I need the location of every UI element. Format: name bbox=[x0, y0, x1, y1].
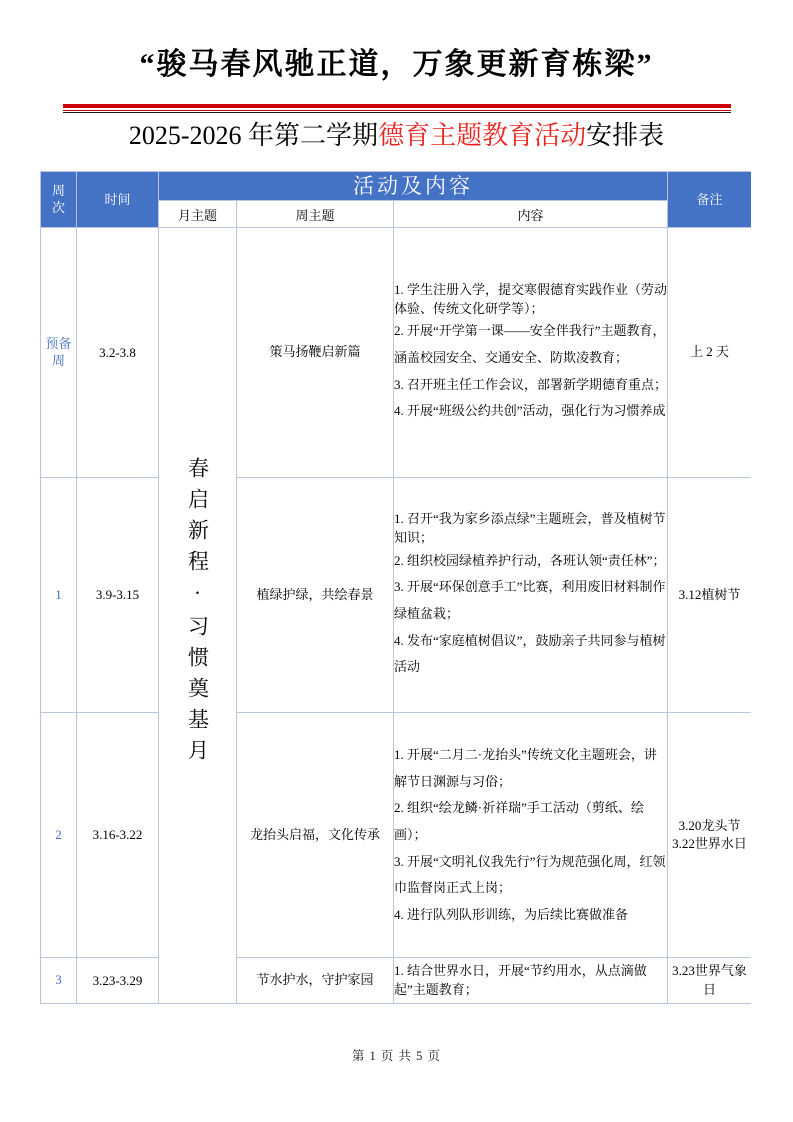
table-body bbox=[41, 228, 752, 1004]
content-item: 3. 开展“环保创意手工”比赛，利用废旧材料制作绿植盆栽； bbox=[394, 579, 666, 621]
cell-week-theme: 植绿护绿，共绘春景 bbox=[237, 478, 394, 713]
schedule-table bbox=[40, 171, 751, 1004]
table-row bbox=[41, 713, 752, 958]
week-header-char-1: 周 bbox=[51, 183, 65, 199]
divider-red-thin bbox=[63, 110, 731, 112]
content-item: 3. 开展“文明礼仪我先行”行为规范强化周，红领巾监督岗正式上岗； bbox=[394, 853, 666, 896]
document-subtitle bbox=[0, 115, 793, 152]
note-line: 3.22世界水日 bbox=[672, 836, 747, 852]
subtitle-prefix: 2025-2026 年第二学期 bbox=[128, 121, 379, 150]
content-item: 4. 开展“班级公约共创”活动，强化行为习惯养成 bbox=[394, 403, 666, 419]
header-row-main bbox=[41, 172, 752, 201]
cell-note bbox=[668, 228, 751, 478]
column-header-month-theme: 月主题 bbox=[159, 201, 237, 228]
subtitle-suffix: 安排表 bbox=[586, 121, 665, 150]
cell-week-theme: 策马扬鞭启新篇 bbox=[237, 228, 394, 478]
note-line: 3.20龙头节 bbox=[678, 817, 741, 833]
cell-week-theme: 龙抬头启福，文化传承 bbox=[237, 713, 394, 958]
page-footer: 第 1 页 共 5 页 bbox=[351, 1049, 442, 1063]
cell-week-number: 2 bbox=[41, 713, 77, 958]
schedule-table-container bbox=[40, 171, 751, 1009]
month-theme-vertical-text: 春启新程·习惯奠基月 bbox=[185, 457, 210, 771]
table-head bbox=[41, 172, 752, 228]
note-line: 上 2 天 bbox=[690, 344, 730, 360]
content-item: 4. 进行队列队形训练，为后续比赛做准备 bbox=[394, 906, 629, 922]
column-header-activity-group: 活动及内容 bbox=[159, 172, 668, 201]
cell-content bbox=[394, 478, 668, 713]
column-header-content: 内容 bbox=[394, 201, 668, 228]
content-item: 1. 开展“二月二·龙抬头”传统文化主题班会，讲解节日渊源与习俗； bbox=[394, 747, 657, 789]
cell-week-theme: 节水护水，守护家园 bbox=[237, 958, 394, 1004]
column-header-week bbox=[41, 172, 77, 228]
content-item: 3. 召开班主任工作会议，部署新学期德育重点； bbox=[394, 376, 668, 392]
cell-month-theme bbox=[159, 228, 237, 1004]
subtitle-highlight: 德育主题教育活动 bbox=[378, 121, 587, 150]
table-row bbox=[41, 958, 752, 1004]
content-item: 1. 召开“我为家乡添点绿”主题班会，普及植树节知识； bbox=[394, 510, 666, 545]
cell-content bbox=[394, 228, 668, 478]
note-line: 3.23世界气象日 bbox=[672, 963, 747, 997]
cell-note bbox=[668, 478, 751, 713]
content-item: 2. 开展“开学第一课——安全伴我行”主题教育，涵盖校园安全、交通安全、防欺凌教育； bbox=[394, 323, 666, 366]
cell-week-number: 3 bbox=[41, 958, 77, 1004]
note-line: 3.12植树节 bbox=[678, 586, 741, 602]
content-item: 4. 发布“家庭植树倡议”，鼓励亲子共同参与植树活动 bbox=[394, 632, 666, 675]
content-item: 1. 学生注册入学，提交寒假德育实践作业（劳动体验、传统文化研学等）； bbox=[394, 281, 668, 316]
column-header-week-theme: 周主题 bbox=[237, 201, 394, 228]
cell-content bbox=[394, 958, 668, 1004]
column-header-note: 备注 bbox=[668, 172, 751, 228]
title-divider-rules bbox=[63, 104, 731, 114]
cell-content bbox=[394, 713, 668, 958]
divider-black-line bbox=[63, 112, 731, 113]
document-main-title: “骏马春风驰正道，万象更新育栋梁” bbox=[139, 48, 654, 81]
cell-week-number: 预备周 bbox=[41, 228, 77, 478]
cell-week-number: 1 bbox=[41, 478, 77, 713]
table-row bbox=[41, 478, 752, 713]
cell-time-range: 3.23-3.29 bbox=[77, 958, 159, 1004]
table-row bbox=[41, 228, 752, 478]
cell-time-range: 3.2-3.8 bbox=[77, 228, 159, 478]
cell-time-range: 3.9-3.15 bbox=[77, 478, 159, 713]
cell-time-range: 3.16-3.22 bbox=[77, 713, 159, 958]
week-header-char-2: 次 bbox=[51, 199, 65, 215]
content-item: 1. 结合世界水日，开展“节约用水，从点滴做起”主题教育； bbox=[394, 963, 647, 997]
content-item: 2. 组织校园绿植养护行动，各班认领“责任林”； bbox=[394, 552, 666, 568]
cell-note bbox=[668, 713, 751, 958]
cell-note bbox=[668, 958, 751, 1004]
column-header-time: 时间 bbox=[77, 172, 159, 228]
content-item: 2. 组织“绘龙鳞·祈祥瑞”手工活动（剪纸、绘画）； bbox=[394, 800, 644, 843]
